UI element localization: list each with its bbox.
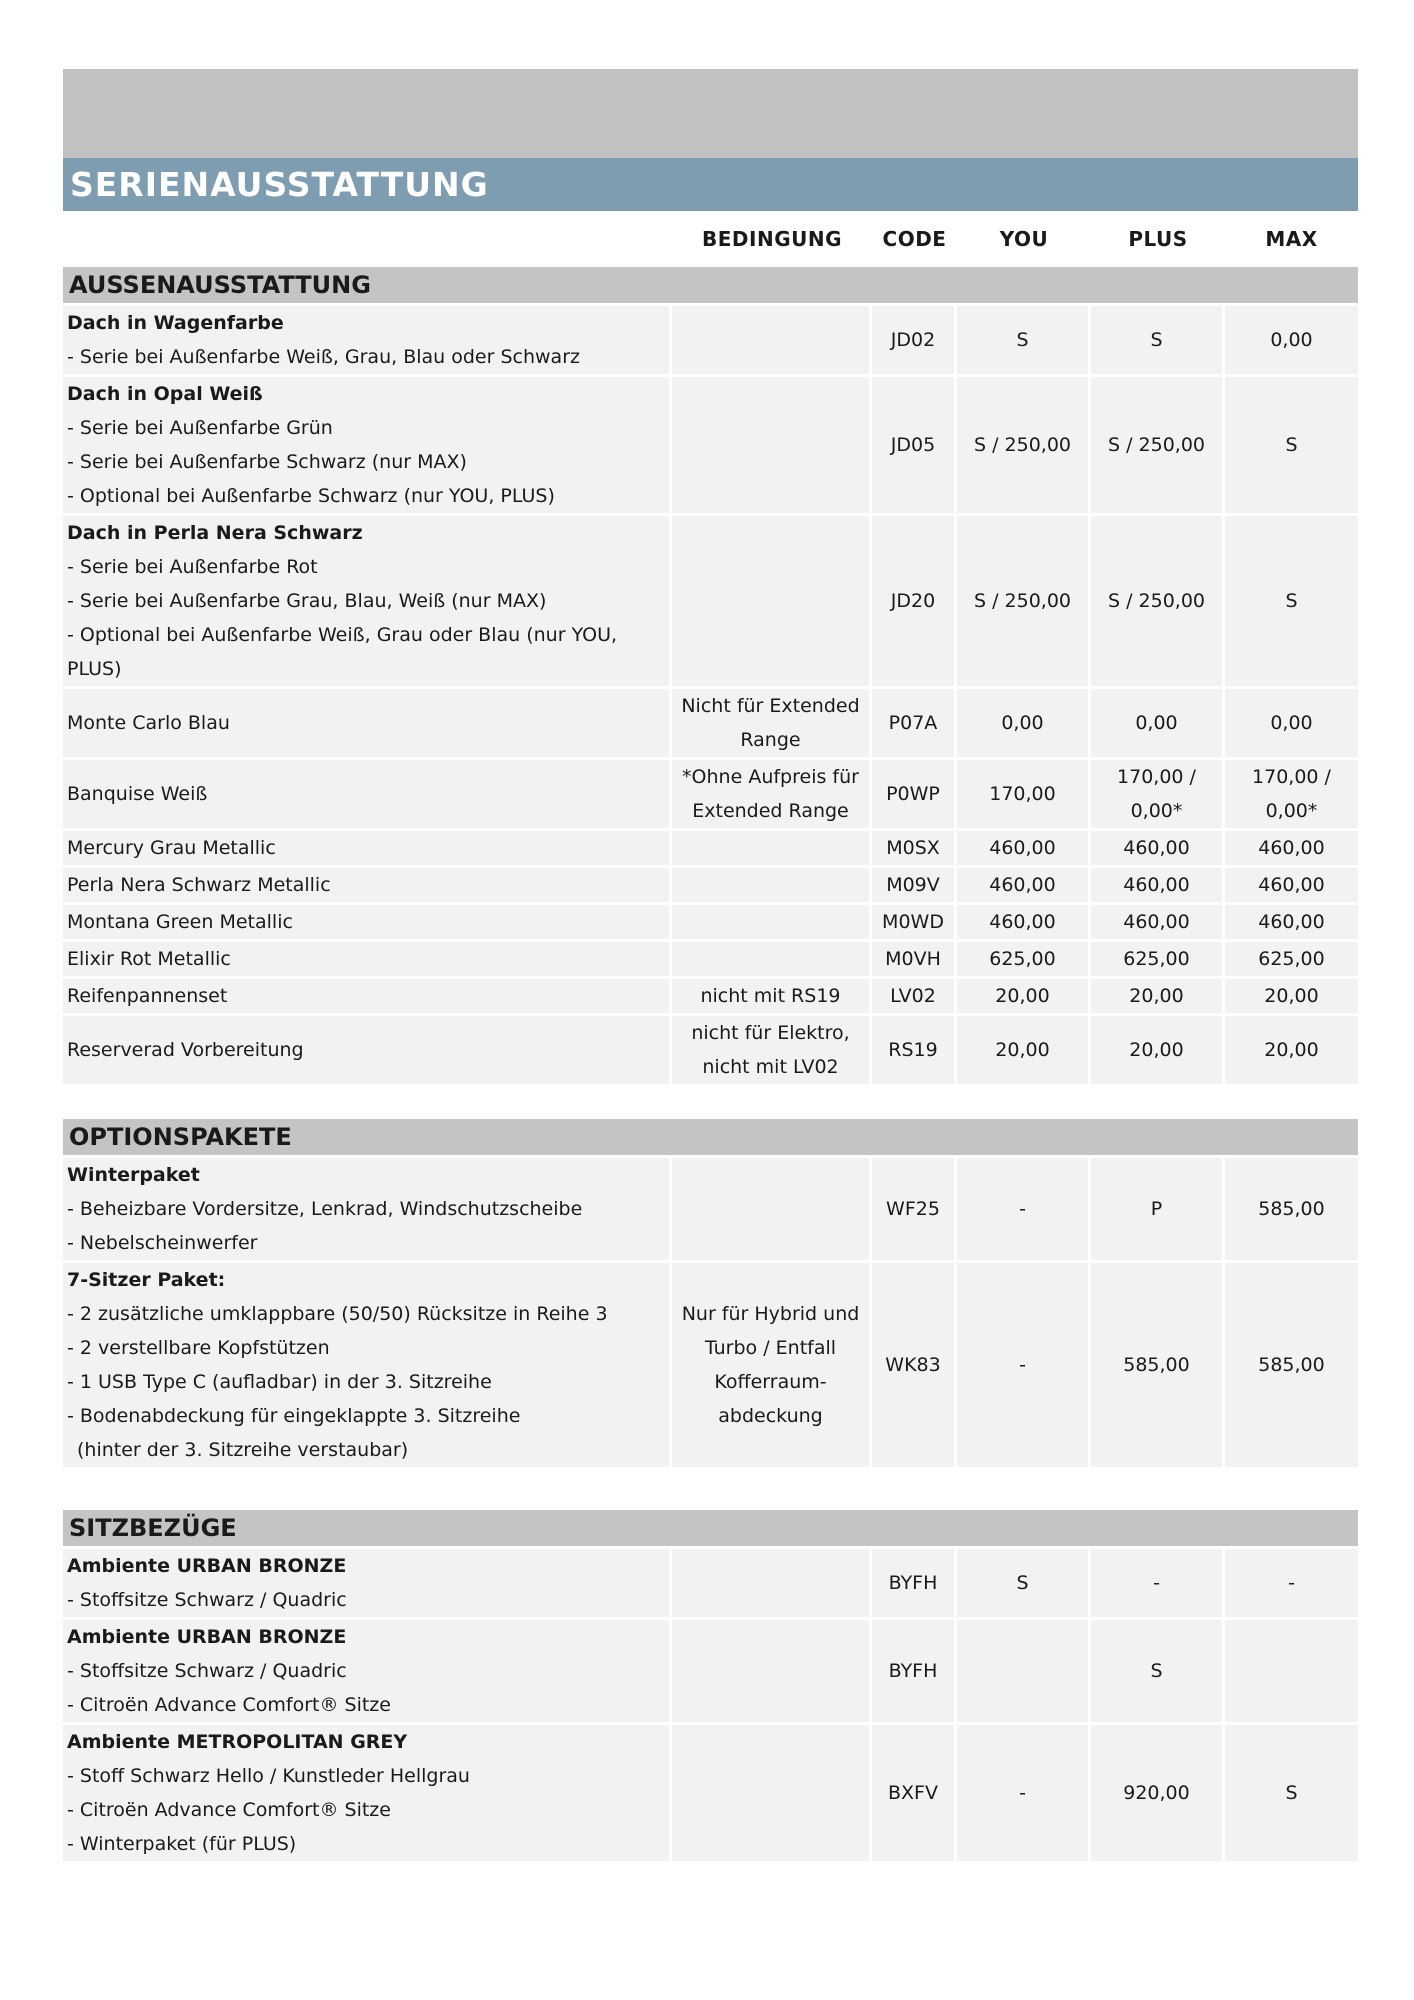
cell-line: - Serie bei Außenfarbe Weiß, Grau, Blau oder Schwarz	[67, 346, 580, 368]
item-description	[63, 516, 672, 689]
cell-line: Banquise Weiß	[67, 783, 208, 805]
section-header-row	[63, 1119, 1358, 1158]
item-price-max	[1225, 689, 1358, 760]
cell-line: 585,00	[1258, 1198, 1325, 1220]
cell-line: Kofferraum-	[714, 1371, 827, 1393]
cell-line: P	[1150, 1198, 1163, 1220]
item-condition	[672, 979, 872, 1016]
section-title: AUSSENAUSSTATTUNG	[63, 267, 1358, 306]
cell-line: 20,00	[1264, 1039, 1319, 1061]
item-description	[63, 942, 672, 979]
cell-line: 460,00	[989, 874, 1056, 896]
cell-line: 0,00	[1270, 329, 1313, 351]
cell-line: Monte Carlo Blau	[67, 712, 230, 734]
cell-line: Reserverad Vorbereitung	[67, 1039, 304, 1061]
price-list-document	[63, 69, 1358, 1864]
table-row	[63, 905, 1358, 942]
cell-line: 20,00	[1129, 1039, 1184, 1061]
item-condition	[672, 1725, 872, 1864]
item-price-max	[1225, 942, 1358, 979]
cell-line: 170,00 /	[1117, 766, 1196, 788]
section-header-row	[63, 267, 1358, 306]
cell-line: Mercury Grau Metallic	[67, 837, 276, 859]
item-description	[63, 831, 672, 868]
table-row	[63, 377, 1358, 516]
cell-line: 460,00	[1258, 837, 1325, 859]
column-header-description	[63, 211, 672, 267]
item-condition	[672, 516, 872, 689]
cell-line: - Optional bei Außenfarbe Weiß, Grau oder Blau (nur YOU,	[67, 624, 618, 646]
table-row	[63, 1263, 1358, 1470]
item-price-you	[957, 1620, 1091, 1725]
section-header-row	[63, 1510, 1358, 1549]
cell-line: - Citroën Advance Comfort® Sitze	[67, 1694, 391, 1716]
table-row	[63, 516, 1358, 689]
cell-line: *Ohne Aufpreis für	[682, 766, 859, 788]
top-grey-band	[63, 69, 1358, 158]
cell-line: nicht mit RS19	[700, 985, 841, 1007]
cell-line: 920,00	[1123, 1782, 1190, 1804]
section-items	[63, 306, 1358, 1087]
cell-line: -	[1019, 1198, 1026, 1220]
cell-line: - Citroën Advance Comfort® Sitze	[67, 1799, 391, 1821]
column-header-you: YOU	[957, 211, 1091, 267]
table-row	[63, 942, 1358, 979]
item-code: M0WD	[872, 905, 957, 942]
item-price-plus	[1091, 1549, 1225, 1620]
item-price-max	[1225, 1016, 1358, 1087]
cell-line: 460,00	[989, 911, 1056, 933]
cell-line: - Serie bei Außenfarbe Rot	[67, 556, 318, 578]
cell-line: -	[1153, 1572, 1160, 1594]
item-code: JD20	[872, 516, 957, 689]
item-code: P0WP	[872, 760, 957, 831]
cell-line: - 1 USB Type C (aufladbar) in der 3. Sitzreihe	[67, 1371, 492, 1393]
cell-line: 625,00	[1258, 948, 1325, 970]
cell-line: 20,00	[995, 985, 1050, 1007]
cell-line: Montana Green Metallic	[67, 911, 293, 933]
cell-line: 0,00	[1001, 712, 1044, 734]
item-description	[63, 905, 672, 942]
item-description	[63, 979, 672, 1016]
item-price-you	[957, 831, 1091, 868]
cell-line: 0,00*	[1130, 800, 1183, 822]
item-price-max	[1225, 516, 1358, 689]
item-price-you	[957, 516, 1091, 689]
item-description	[63, 377, 672, 516]
cell-line: S	[1150, 329, 1163, 351]
cell-line: 20,00	[1129, 985, 1184, 1007]
item-description	[63, 1725, 672, 1864]
cell-line: S	[1285, 590, 1298, 612]
item-price-you	[957, 1016, 1091, 1087]
item-code: JD05	[872, 377, 957, 516]
cell-line: S	[1285, 434, 1298, 456]
cell-line: 7-Sitzer Paket:	[67, 1269, 226, 1291]
item-price-max	[1225, 831, 1358, 868]
cell-line: 20,00	[995, 1039, 1050, 1061]
cell-line: 460,00	[989, 837, 1056, 859]
item-price-plus	[1091, 306, 1225, 377]
cell-line: 460,00	[1258, 911, 1325, 933]
item-price-plus	[1091, 1016, 1225, 1087]
item-condition	[672, 905, 872, 942]
item-condition	[672, 868, 872, 905]
cell-line: - 2 zusätzliche umklappbare (50/50) Rücksitze in Reihe 3	[67, 1303, 608, 1325]
cell-line: - Serie bei Außenfarbe Grau, Blau, Weiß (nur MAX)	[67, 590, 547, 612]
section-2	[63, 1119, 1358, 1158]
cell-line: Reifenpannenset	[67, 985, 228, 1007]
cell-line: - Stoff Schwarz Hello / Kunstleder Hellgrau	[67, 1765, 470, 1787]
cell-line: Winterpaket	[67, 1164, 200, 1186]
item-price-you	[957, 905, 1091, 942]
cell-line: S	[1285, 1782, 1298, 1804]
cell-line: Ambiente URBAN BRONZE	[67, 1626, 347, 1648]
cell-line: 170,00 /	[1252, 766, 1331, 788]
cell-line: Nur für Hybrid und	[681, 1303, 860, 1325]
item-code: BYFH	[872, 1549, 957, 1620]
cell-line: 170,00	[989, 783, 1056, 805]
table-row	[63, 1158, 1358, 1263]
item-price-max	[1225, 1725, 1358, 1864]
cell-line: S	[1150, 1660, 1163, 1682]
cell-line: - Stoffsitze Schwarz / Quadric	[67, 1660, 347, 1682]
item-code: M0SX	[872, 831, 957, 868]
item-condition	[672, 1620, 872, 1725]
item-code: WK83	[872, 1263, 957, 1470]
table-row	[63, 868, 1358, 905]
section-3	[63, 1510, 1358, 1549]
item-description	[63, 1158, 672, 1263]
cell-line: 460,00	[1123, 837, 1190, 859]
table-row	[63, 760, 1358, 831]
cell-line: 0,00	[1270, 712, 1313, 734]
item-price-max	[1225, 1263, 1358, 1470]
cell-line: PLUS)	[67, 658, 122, 680]
item-code: JD02	[872, 306, 957, 377]
item-price-plus	[1091, 1620, 1225, 1725]
item-condition	[672, 1016, 872, 1087]
cell-line: Dach in Perla Nera Schwarz	[67, 522, 363, 544]
item-price-max	[1225, 979, 1358, 1016]
cell-line: 0,00	[1135, 712, 1178, 734]
cell-line: Extended Range	[692, 800, 849, 822]
table-row	[63, 306, 1358, 377]
cell-line: S	[1016, 1572, 1029, 1594]
item-price-plus	[1091, 942, 1225, 979]
cell-line: - Stoffsitze Schwarz / Quadric	[67, 1589, 347, 1611]
cell-line: Dach in Wagenfarbe	[67, 312, 284, 334]
cell-line: - Winterpaket (für PLUS)	[67, 1833, 297, 1855]
item-price-max	[1225, 760, 1358, 831]
cell-line: 460,00	[1123, 911, 1190, 933]
item-price-plus	[1091, 1158, 1225, 1263]
item-condition	[672, 942, 872, 979]
item-price-you	[957, 942, 1091, 979]
column-header-condition: BEDINGUNG	[672, 211, 872, 267]
cell-line: 460,00	[1258, 874, 1325, 896]
cell-line: - Nebelscheinwerfer	[67, 1232, 258, 1254]
cell-line: 585,00	[1258, 1354, 1325, 1376]
item-condition	[672, 1263, 872, 1470]
item-price-you	[957, 868, 1091, 905]
cell-line: 585,00	[1123, 1354, 1190, 1376]
item-price-max	[1225, 1620, 1358, 1725]
item-price-you	[957, 1725, 1091, 1864]
cell-line: 460,00	[1123, 874, 1190, 896]
cell-line: - Optional bei Außenfarbe Schwarz (nur YOU, PLUS)	[67, 485, 555, 507]
cell-line: - Beheizbare Vordersitze, Lenkrad, Windschutzscheibe	[67, 1198, 583, 1220]
cell-line: Range	[740, 729, 801, 751]
section-items	[63, 1158, 1358, 1470]
item-price-plus	[1091, 831, 1225, 868]
column-header-plus: PLUS	[1091, 211, 1225, 267]
item-code: RS19	[872, 1016, 957, 1087]
cell-line: - 2 verstellbare Kopfstützen	[67, 1337, 330, 1359]
cell-line: 625,00	[989, 948, 1056, 970]
table-row	[63, 979, 1358, 1016]
item-price-you	[957, 760, 1091, 831]
item-condition	[672, 831, 872, 868]
table-row	[63, 1725, 1358, 1864]
column-header-code: CODE	[872, 211, 957, 267]
section-title: OPTIONSPAKETE	[63, 1119, 1358, 1158]
item-price-max	[1225, 377, 1358, 516]
item-description	[63, 689, 672, 760]
item-price-plus	[1091, 516, 1225, 689]
table-row	[63, 1549, 1358, 1620]
item-price-max	[1225, 1549, 1358, 1620]
cell-line: -	[1019, 1354, 1026, 1376]
cell-line: 0,00*	[1265, 800, 1318, 822]
cell-line: -	[1288, 1572, 1295, 1594]
cell-line: - Serie bei Außenfarbe Schwarz (nur MAX)	[67, 451, 467, 473]
item-condition	[672, 689, 872, 760]
item-description	[63, 1549, 672, 1620]
item-description	[63, 1620, 672, 1725]
item-price-plus	[1091, 868, 1225, 905]
cell-line: S / 250,00	[1107, 434, 1206, 456]
item-code: M0VH	[872, 942, 957, 979]
item-code: BXFV	[872, 1725, 957, 1864]
cell-line: abdeckung	[718, 1405, 823, 1427]
item-description	[63, 306, 672, 377]
item-price-plus	[1091, 377, 1225, 516]
cell-line: 20,00	[1264, 985, 1319, 1007]
section-spacer	[63, 1087, 1358, 1119]
item-condition	[672, 1549, 872, 1620]
item-condition	[672, 377, 872, 516]
cell-line: Nicht für Extended	[681, 695, 860, 717]
item-price-you	[957, 377, 1091, 516]
item-price-max	[1225, 905, 1358, 942]
cell-line: S / 250,00	[973, 590, 1072, 612]
cell-line: Perla Nera Schwarz Metallic	[67, 874, 331, 896]
section-1	[63, 267, 1358, 306]
item-code: BYFH	[872, 1620, 957, 1725]
cell-line: 625,00	[1123, 948, 1190, 970]
cell-line: S / 250,00	[1107, 590, 1206, 612]
cell-line: Ambiente METROPOLITAN GREY	[67, 1731, 408, 1753]
item-description	[63, 760, 672, 831]
item-price-max	[1225, 306, 1358, 377]
item-code: P07A	[872, 689, 957, 760]
column-header-max: MAX	[1225, 211, 1358, 267]
cell-line: Elixir Rot Metallic	[67, 948, 231, 970]
cell-line: Dach in Opal Weiß	[67, 383, 263, 405]
item-price-you	[957, 689, 1091, 760]
table-row	[63, 1620, 1358, 1725]
item-description	[63, 1263, 672, 1470]
page-title: SERIENAUSSTATTUNG	[63, 158, 1358, 211]
item-price-max	[1225, 868, 1358, 905]
item-price-you	[957, 1158, 1091, 1263]
item-price-plus	[1091, 905, 1225, 942]
item-condition	[672, 1158, 872, 1263]
cell-line: nicht für Elektro,	[691, 1022, 850, 1044]
cell-line: S	[1016, 329, 1029, 351]
item-price-plus	[1091, 760, 1225, 831]
table-row	[63, 1016, 1358, 1087]
cell-line: Ambiente URBAN BRONZE	[67, 1555, 347, 1577]
item-price-plus	[1091, 979, 1225, 1016]
item-price-you	[957, 306, 1091, 377]
cell-line: - Bodenabdeckung für eingeklappte 3. Sitzreihe	[67, 1405, 521, 1427]
item-price-max	[1225, 1158, 1358, 1263]
item-code: LV02	[872, 979, 957, 1016]
cell-line: S / 250,00	[973, 434, 1072, 456]
table-row	[63, 831, 1358, 868]
item-description	[63, 1016, 672, 1087]
equipment-table	[63, 211, 1358, 1864]
cell-line: nicht mit LV02	[702, 1056, 839, 1078]
item-price-plus	[1091, 1725, 1225, 1864]
item-code: M09V	[872, 868, 957, 905]
cell-line: (hinter der 3. Sitzreihe verstaubar)	[77, 1439, 409, 1461]
table-row	[63, 689, 1358, 760]
item-price-plus	[1091, 1263, 1225, 1470]
item-code: WF25	[872, 1158, 957, 1263]
item-condition	[672, 760, 872, 831]
cell-line: Turbo / Entfall	[704, 1337, 837, 1359]
item-price-you	[957, 979, 1091, 1016]
cell-line: - Serie bei Außenfarbe Grün	[67, 417, 333, 439]
section-items	[63, 1549, 1358, 1864]
item-price-you	[957, 1263, 1091, 1470]
column-header-row	[63, 211, 1358, 267]
item-description	[63, 868, 672, 905]
section-spacer	[63, 1470, 1358, 1510]
section-title: SITZBEZÜGE	[63, 1510, 1358, 1549]
item-price-plus	[1091, 689, 1225, 760]
item-price-you	[957, 1549, 1091, 1620]
item-condition	[672, 306, 872, 377]
cell-line: -	[1019, 1782, 1026, 1804]
